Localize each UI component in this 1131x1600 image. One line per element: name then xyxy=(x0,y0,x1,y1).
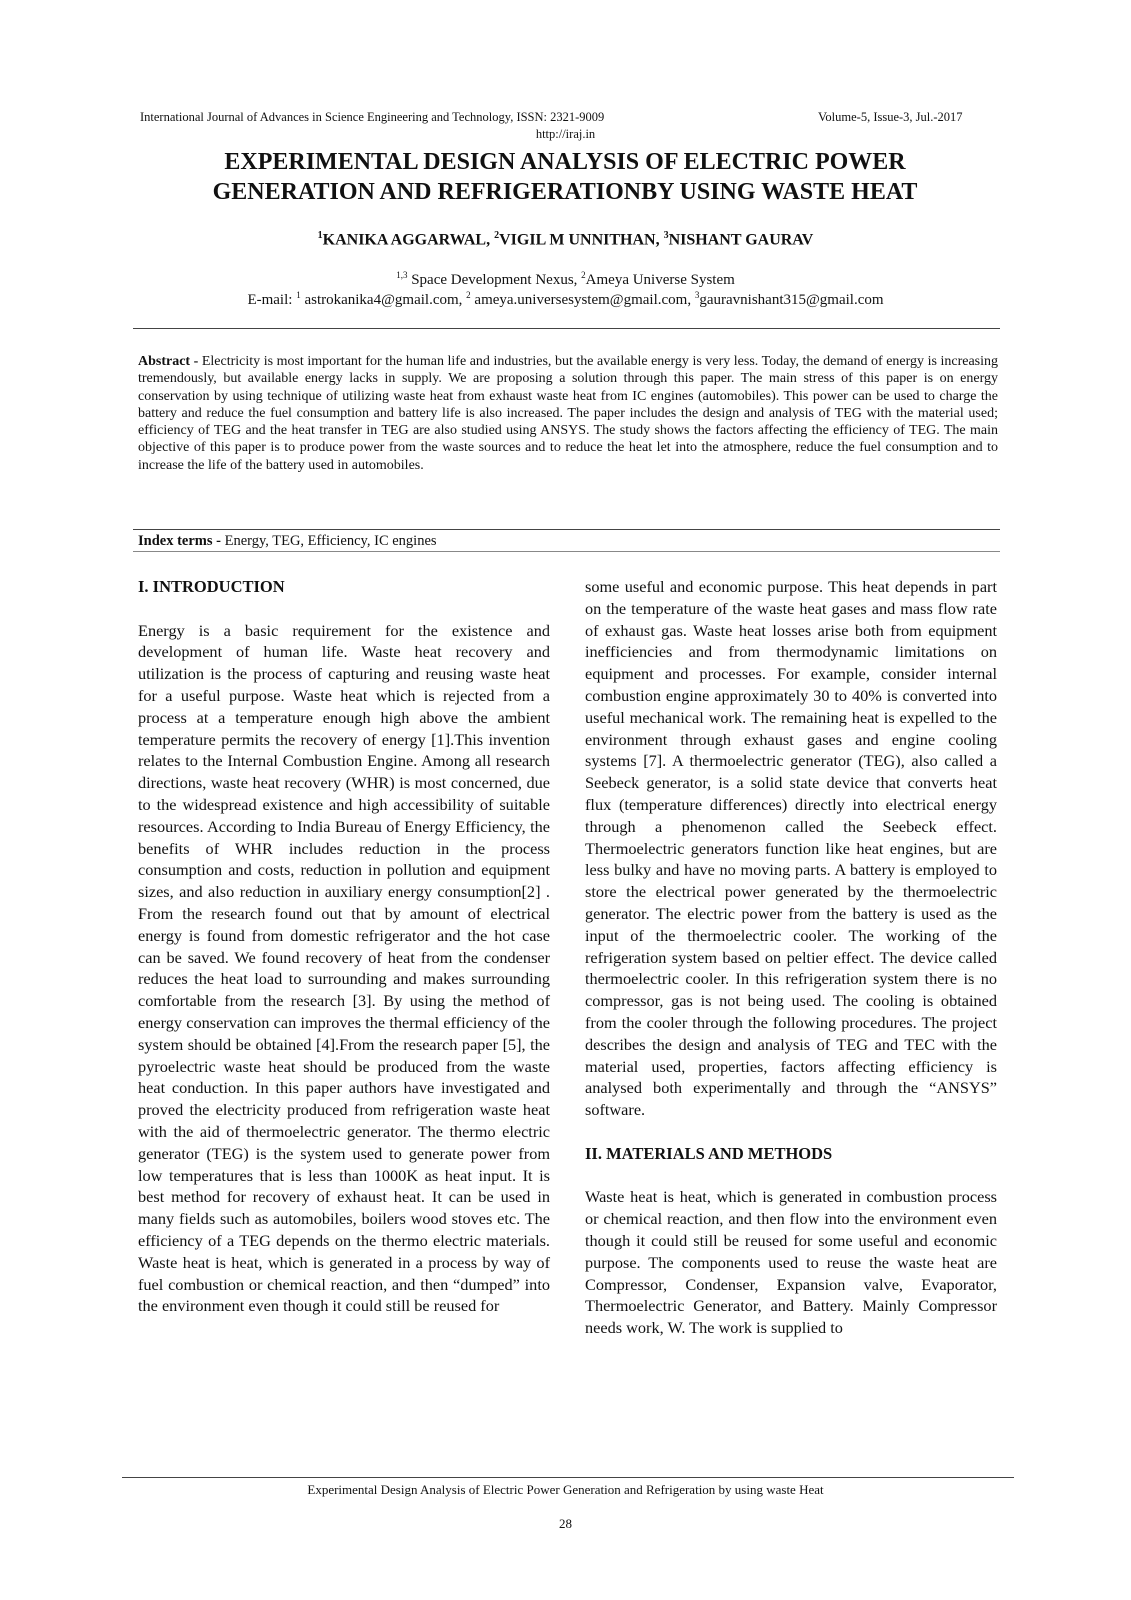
author-1-sup: 1 xyxy=(317,230,323,241)
title-line-2: GENERATION AND REFRIGERATIONBY USING WASTE HEAT xyxy=(212,179,918,205)
footer-title: Experimental Design Analysis of Electric Power Generation and Refrigeration by using waste Heat xyxy=(307,1482,824,1497)
volume-header: Volume-5, Issue-3, Jul.-2017 xyxy=(818,110,963,124)
affil-2-sup: 2 xyxy=(581,270,586,280)
abstract xyxy=(138,353,998,474)
journal-header: International Journal of Advances in Science Engineering and Technology, ISSN: 2321-9009 xyxy=(140,110,605,124)
index-terms-label: Index terms - xyxy=(138,533,225,549)
column-left xyxy=(138,576,550,1317)
page-number: 28 xyxy=(559,1516,572,1531)
email-1: astrokanika4@gmail.com, xyxy=(300,292,467,308)
author-3-sup: 3 xyxy=(663,230,669,241)
author-3: NISHANT GAURAV xyxy=(668,231,814,249)
section-1-continued: some useful and economic purpose. This heat depends in part on the temperature of the waste heat gases and mass flow rate of exhaust gas. Waste heat losses arise both from equipment inefficiencies and from thermodynamic limitations on equipment and processes. For example, consider internal combustion engine approximately 30 to 40% is converted into useful mechanical work. The remaining heat is expelled to the environment through exhaust gases and engine cooling systems [7]. A thermoelectric generator (TEG), also called a Seebeck generator, is a solid state device that converts heat flux (temperature differences) directly into electrical energy through a phenomenon called the Seebeck effect. Thermoelectric generators function like heat engines, but are less bulky and have no moving parts. A battery is employed to store the electrical power generated by the thermoelectric generator. The electric power from the battery is used as the input of the thermoelectric cooler. The working of the refrigeration system based on peltier effect. The device called thermoelectric cooler. In this refrigeration system there is no compressor, gas is not being used. The cooling is obtained from the cooler through the following procedures. The project describes the design and analysis of TEG and TEC with the material used, properties, factors affecting efficiency is analysed both experimentally and through the “ANSYS” software. xyxy=(585,577,997,1120)
email-2-sup: 2 xyxy=(466,290,471,300)
author-2: VIGIL M UNNITHAN, xyxy=(499,231,664,249)
index-terms xyxy=(138,533,437,550)
email-2: ameya.universesystem@gmail.com, xyxy=(470,292,695,308)
divider-footer xyxy=(122,1477,1014,1478)
section-2-heading: II. MATERIALS AND METHODS xyxy=(585,1143,833,1163)
affiliations xyxy=(0,270,1131,289)
abstract-text: Electricity is most important for the human life and industries, but the available energy is very less. Today, the demand of energy is increasing tremendously, but available energy lacks in supply. We are proposing a solution through this paper. The main stress of this paper is on energy conservation by using technique of utilizing waste heat from exhaust waste heat from IC engines (automobiles). This power can be used to charge the battery and reduce the fuel consumption and battery life is also increased. The paper includes the design and analysis of TEG with the material used; efficiency of TEG and the heat transfer in TEG are also studied using ANSYS. The study shows the factors affecting the efficiency of TEG. The main objective of this paper is to produce power from the waste sources and to reduce the heat let into the atmosphere, reduce the fuel consumption and to increase the life of the battery used in automobiles. xyxy=(138,354,998,473)
affil-2: Ameya Universe System xyxy=(585,272,735,288)
email-3: gauravnishant315@gmail.com xyxy=(699,292,884,308)
author-1: KANIKA AGGARWAL, xyxy=(322,231,495,249)
abstract-label: Abstract - xyxy=(138,354,202,369)
divider-abstract xyxy=(133,529,1000,530)
paper-title xyxy=(120,147,1010,207)
email-line xyxy=(0,290,1131,309)
email-3-sup: 3 xyxy=(694,290,700,300)
section-2-paragraph: Waste heat is heat, which is generated in combustion process or chemical reaction, and then flow into the environment even though it could still be reused for some useful and economic purpose. The components used to reuse the waste heat are Compressor, Condenser, Expansion valve, Evaporator, Thermoelectric Generator, and Battery. Mainly Compressor needs work, W. The work is supplied to xyxy=(585,1187,997,1338)
author-2-sup: 2 xyxy=(494,230,500,241)
section-1-paragraph: Energy is a basic requirement for the existence and development of human life. Waste heat recovery and utilization is the process of capturing and reusing waste heat for a useful purpose. Waste heat which is rejected from a process at a temperature enough high above the ambient temperature permits the recovery of energy [1].This invention relates to the Internal Combustion Engine. Among all research directions, waste heat recovery (WHR) is most concerned, due to the widespread existence and high accessibility of suitable resources. According to India Bureau of Energy Efficiency, the benefits of WHR includes reduction in the process consumption and costs, reduction in pollution and equipment sizes, and also reduction in auxiliary energy consumption[2] . From the research found out that by amount of electrical energy is found from domestic refrigerator and the hot case can be saved. We found recovery of heat from the condenser reduces the heat load to surrounding and makes surrounding comfortable from the research [3]. By using the method of energy conservation can improves the thermal efficiency of the system should be obtained [4].From the research paper [5], the pyroelectric waste heat should be produced from the waste heat conduction. In this paper authors have investigated and proved the electricity produced from refrigeration waste heat with the aid of thermoelectric generator. The thermo electric generator (TEG) is the system used to generate power from low temperatures that is less than 1000K as heat input. It is best method for recovery of exhaust heat. It can be used in many fields such as automobiles, boilers wood stoves etc. The efficiency of a TEG depends on the thermo electric materials. Waste heat is heat, which is generated in a process by way of fuel combustion or chemical reaction, and then “dumped” into the environment even though it could still be reused for xyxy=(138,620,550,1316)
author-list xyxy=(0,230,1131,249)
email-1-sup: 1 xyxy=(296,290,301,300)
divider-index xyxy=(133,551,1000,552)
affil-13-sup: 1,3 xyxy=(396,270,408,280)
divider-top xyxy=(133,328,1000,329)
section-1-heading: I. INTRODUCTION xyxy=(138,577,285,596)
title-line-1: EXPERIMENTAL DESIGN ANALYSIS OF ELECTRIC POWER xyxy=(224,149,906,175)
index-terms-text: Energy, TEG, Efficiency, IC engines xyxy=(224,533,437,549)
email-label: E-mail: xyxy=(247,292,297,308)
affil-13: Space Development Nexus, xyxy=(407,272,582,288)
journal-url: http://iraj.in xyxy=(535,127,596,141)
column-right xyxy=(585,576,997,1339)
